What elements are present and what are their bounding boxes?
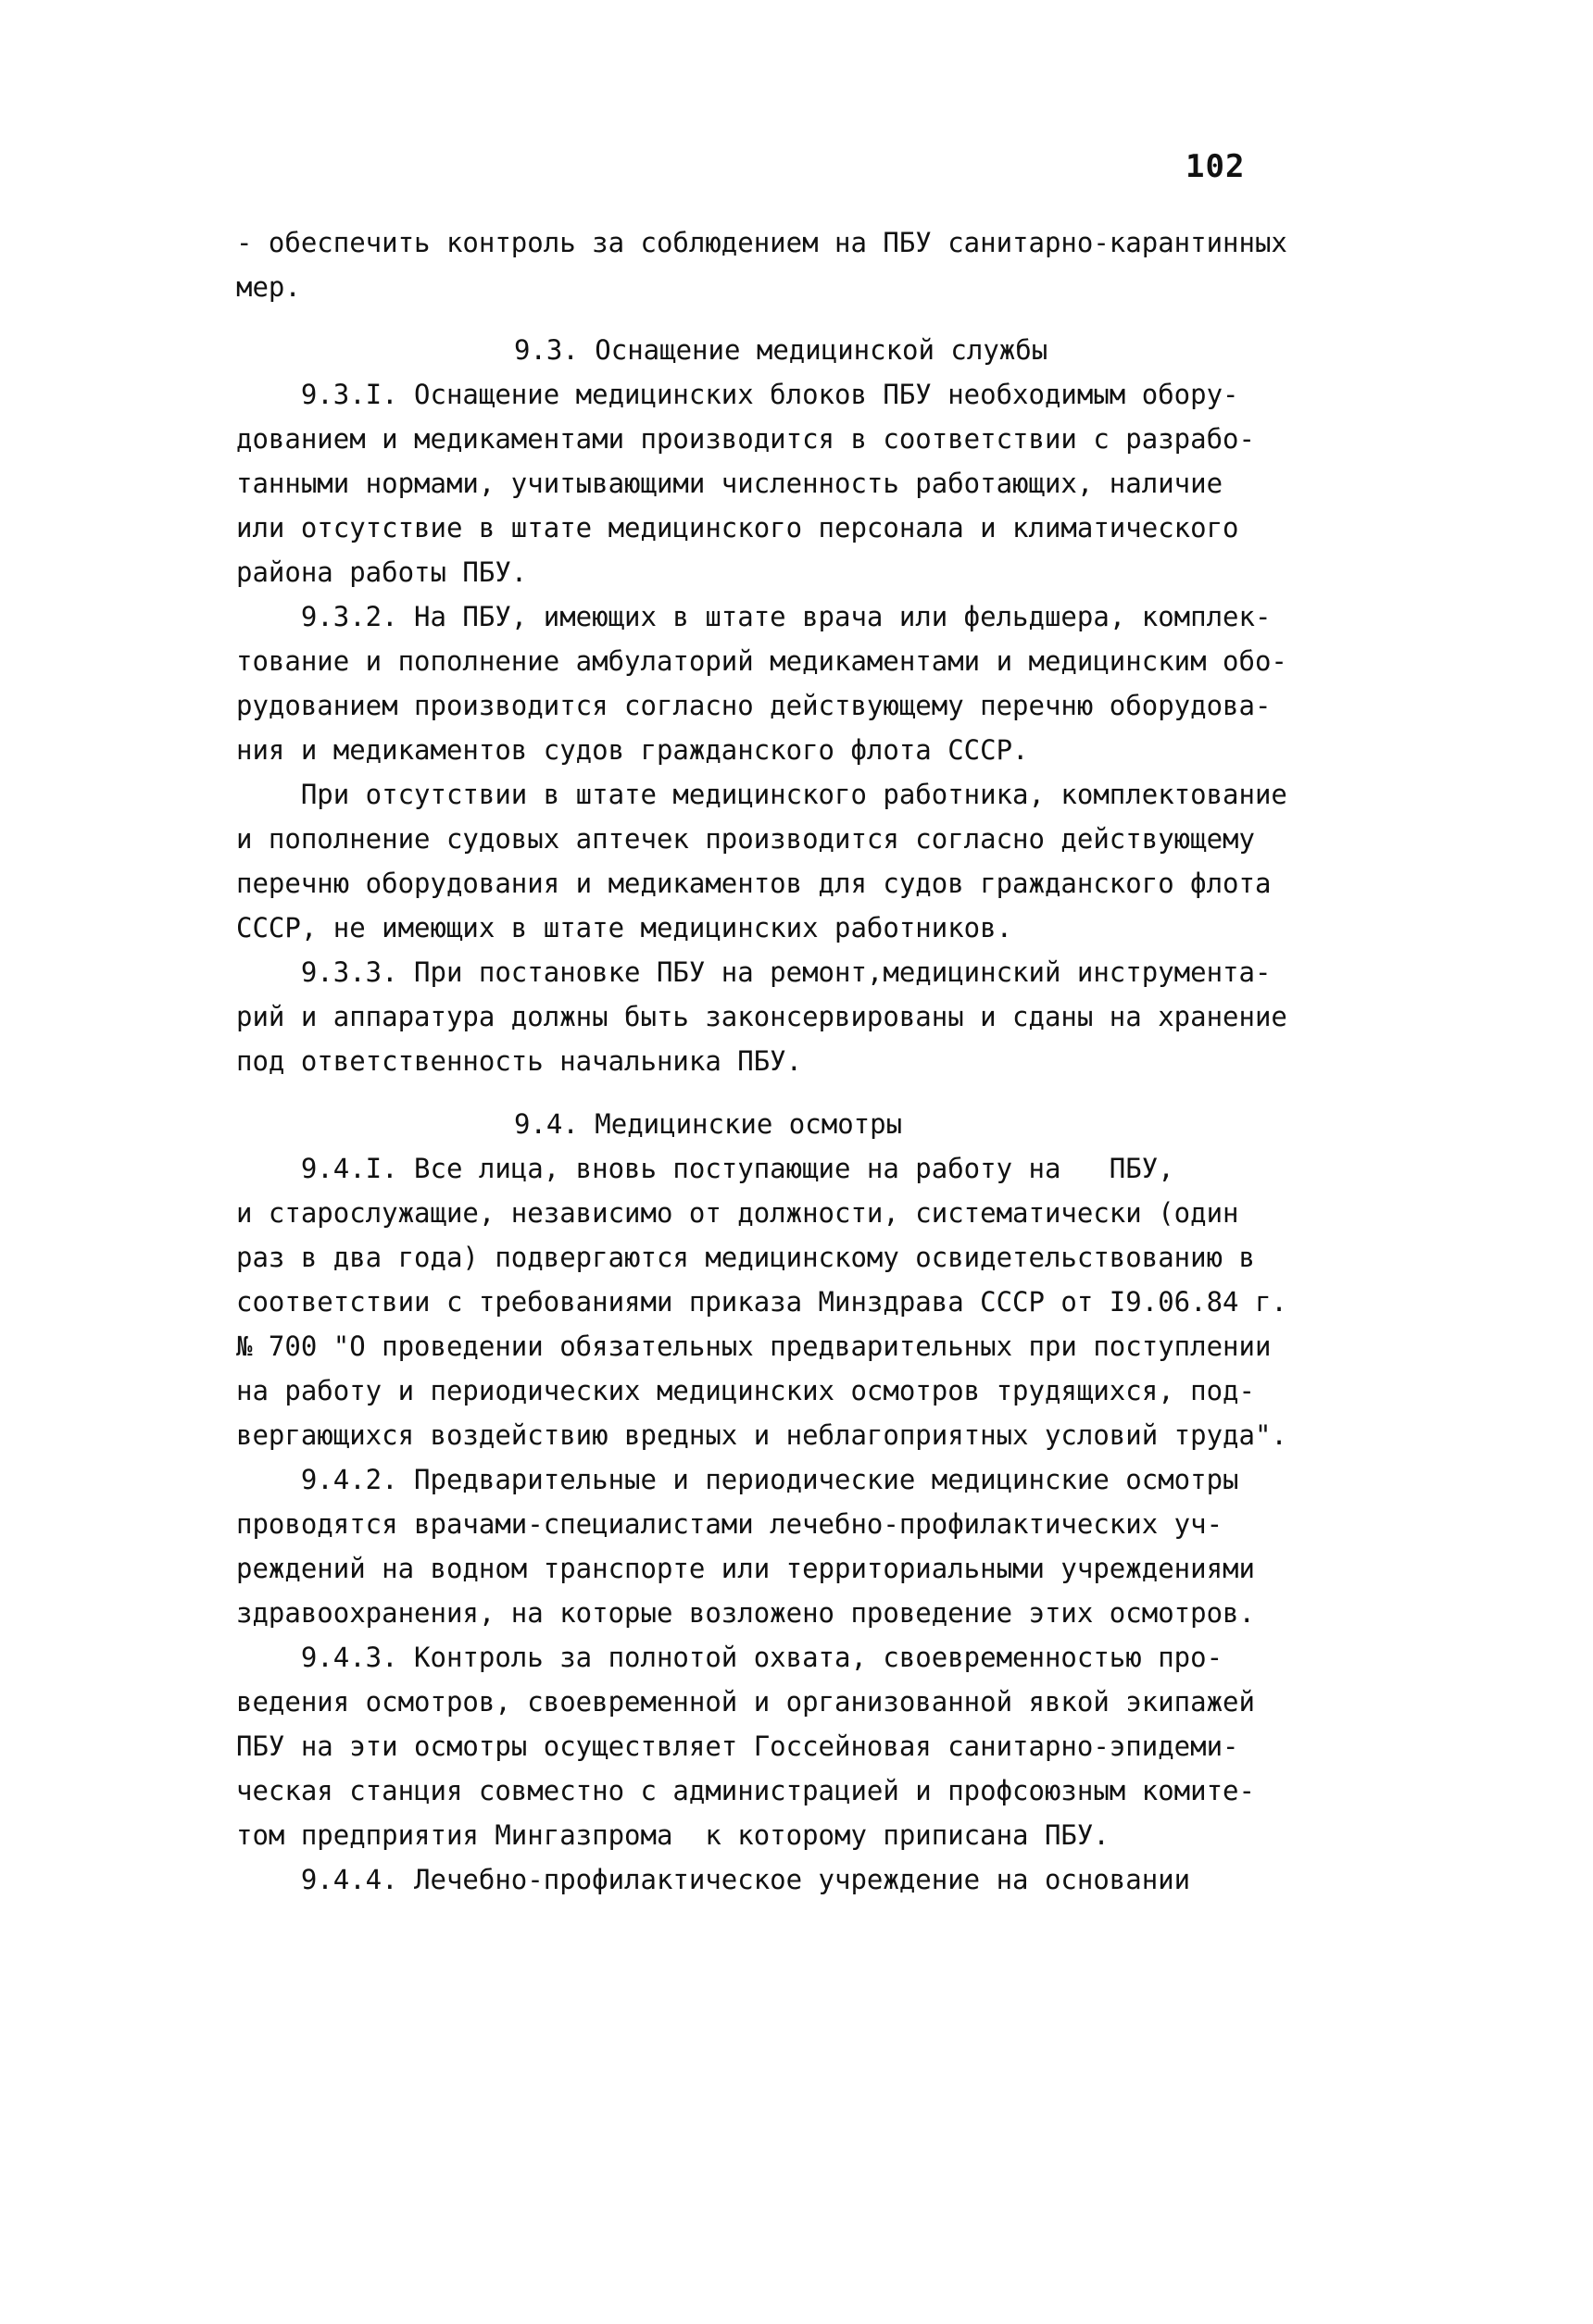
- text-line: или отсутствие в штате медицинского персонала и климатического: [236, 512, 1239, 544]
- text-line: раз в два года) подвергаются медицинскому освидетельствованию в: [236, 1242, 1255, 1273]
- text-line: 9.3.I. Оснащение медицинских блоков ПБУ необходимым обору-: [236, 379, 1239, 410]
- text-line: ПБУ на эти осмотры осуществляет Госсейновая санитарно-эпидеми-: [236, 1731, 1239, 1762]
- text-line: и старослужащие, независимо от должности, систематически (один: [236, 1197, 1239, 1229]
- text-line: 9.4.4. Лечебно-профилактическое учреждение на основании: [236, 1864, 1191, 1895]
- text-line: района работы ПБУ.: [236, 556, 528, 588]
- text-line: рудованием производится согласно действующему перечню оборудова-: [236, 690, 1272, 721]
- text-line: тование и пополнение амбулаторий медикаментами и медицинским обо-: [236, 645, 1287, 677]
- text-line: 9.3.2. На ПБУ, имеющих в штате врача или фельдшера, комплек-: [236, 601, 1272, 632]
- text-line: проводятся врачами-специалистами лечебно-профилактических уч-: [236, 1508, 1223, 1540]
- text-line: том предприятия Мингазпрома к которому приписана ПБУ.: [236, 1819, 1110, 1851]
- text-line: - обеспечить контроль за соблюдением на ПБУ санитарно-карантинных: [236, 227, 1287, 258]
- section-9-4-body: [236, 1146, 1449, 1902]
- text-line: ведения осмотров, своевременной и организованной явкой экипажей: [236, 1686, 1255, 1718]
- intro-block: [236, 220, 1449, 309]
- text-line: танными нормами, учитывающими численность работающих, наличие: [236, 468, 1223, 499]
- page-number: 102: [1185, 148, 1246, 185]
- text-line: ческая станция совместно с администрацией и профсоюзным комите-: [236, 1775, 1255, 1806]
- spacer: [236, 1083, 1449, 1102]
- section-heading-9-3: 9.3. Оснащение медицинской службы: [514, 334, 1048, 366]
- text-line: под ответственность начальника ПБУ.: [236, 1045, 803, 1077]
- text-line: № 700 "О проведении обязательных предварительных при поступлении: [236, 1331, 1272, 1362]
- text-line: здравоохранения, на которые возложено проведение этих осмотров.: [236, 1597, 1255, 1629]
- section-9-3-body: [236, 372, 1449, 1083]
- text-line: ния и медикаментов судов гражданского флота СССР.: [236, 734, 1029, 766]
- text-line: 9.4.3. Контроль за полнотой охвата, своевременностью про-: [236, 1642, 1223, 1673]
- text-line: и пополнение судовых аптечек производится согласно действующему: [236, 823, 1255, 855]
- text-line: 9.4.I. Все лица, вновь поступающие на работу на ПБУ,: [236, 1153, 1174, 1184]
- text-line: мер.: [236, 271, 301, 303]
- text-line: реждений на водном транспорте или территориальными учреждениями: [236, 1553, 1255, 1584]
- text-line: 9.4.2. Предварительные и периодические медицинские осмотры: [236, 1464, 1239, 1495]
- text-line: 9.3.3. При постановке ПБУ на ремонт,медицинский инструмента-: [236, 956, 1272, 988]
- text-line: вергающихся воздействию вредных и неблагоприятных условий труда".: [236, 1419, 1287, 1451]
- spacer: [236, 309, 1449, 328]
- text-line: перечню оборудования и медикаментов для судов гражданского флота: [236, 868, 1272, 899]
- text-line: на работу и периодических медицинских осмотров трудящихся, под-: [236, 1375, 1255, 1406]
- section-heading-9-4: 9.4. Медицинские осмотры: [514, 1108, 903, 1140]
- text-line: рий и аппаратура должны быть законсервированы и сданы на хранение: [236, 1001, 1287, 1032]
- text-line: СССР, не имеющих в штате медицинских работников.: [236, 912, 1013, 943]
- text-line: дованием и медикаментами производится в соответствии с разрабо-: [236, 423, 1255, 455]
- document-body: [236, 220, 1449, 1902]
- text-line: При отсутствии в штате медицинского работника, комплектование: [236, 779, 1287, 810]
- text-line: соответствии с требованиями приказа Минздрава СССР от I9.06.84 г.: [236, 1286, 1287, 1318]
